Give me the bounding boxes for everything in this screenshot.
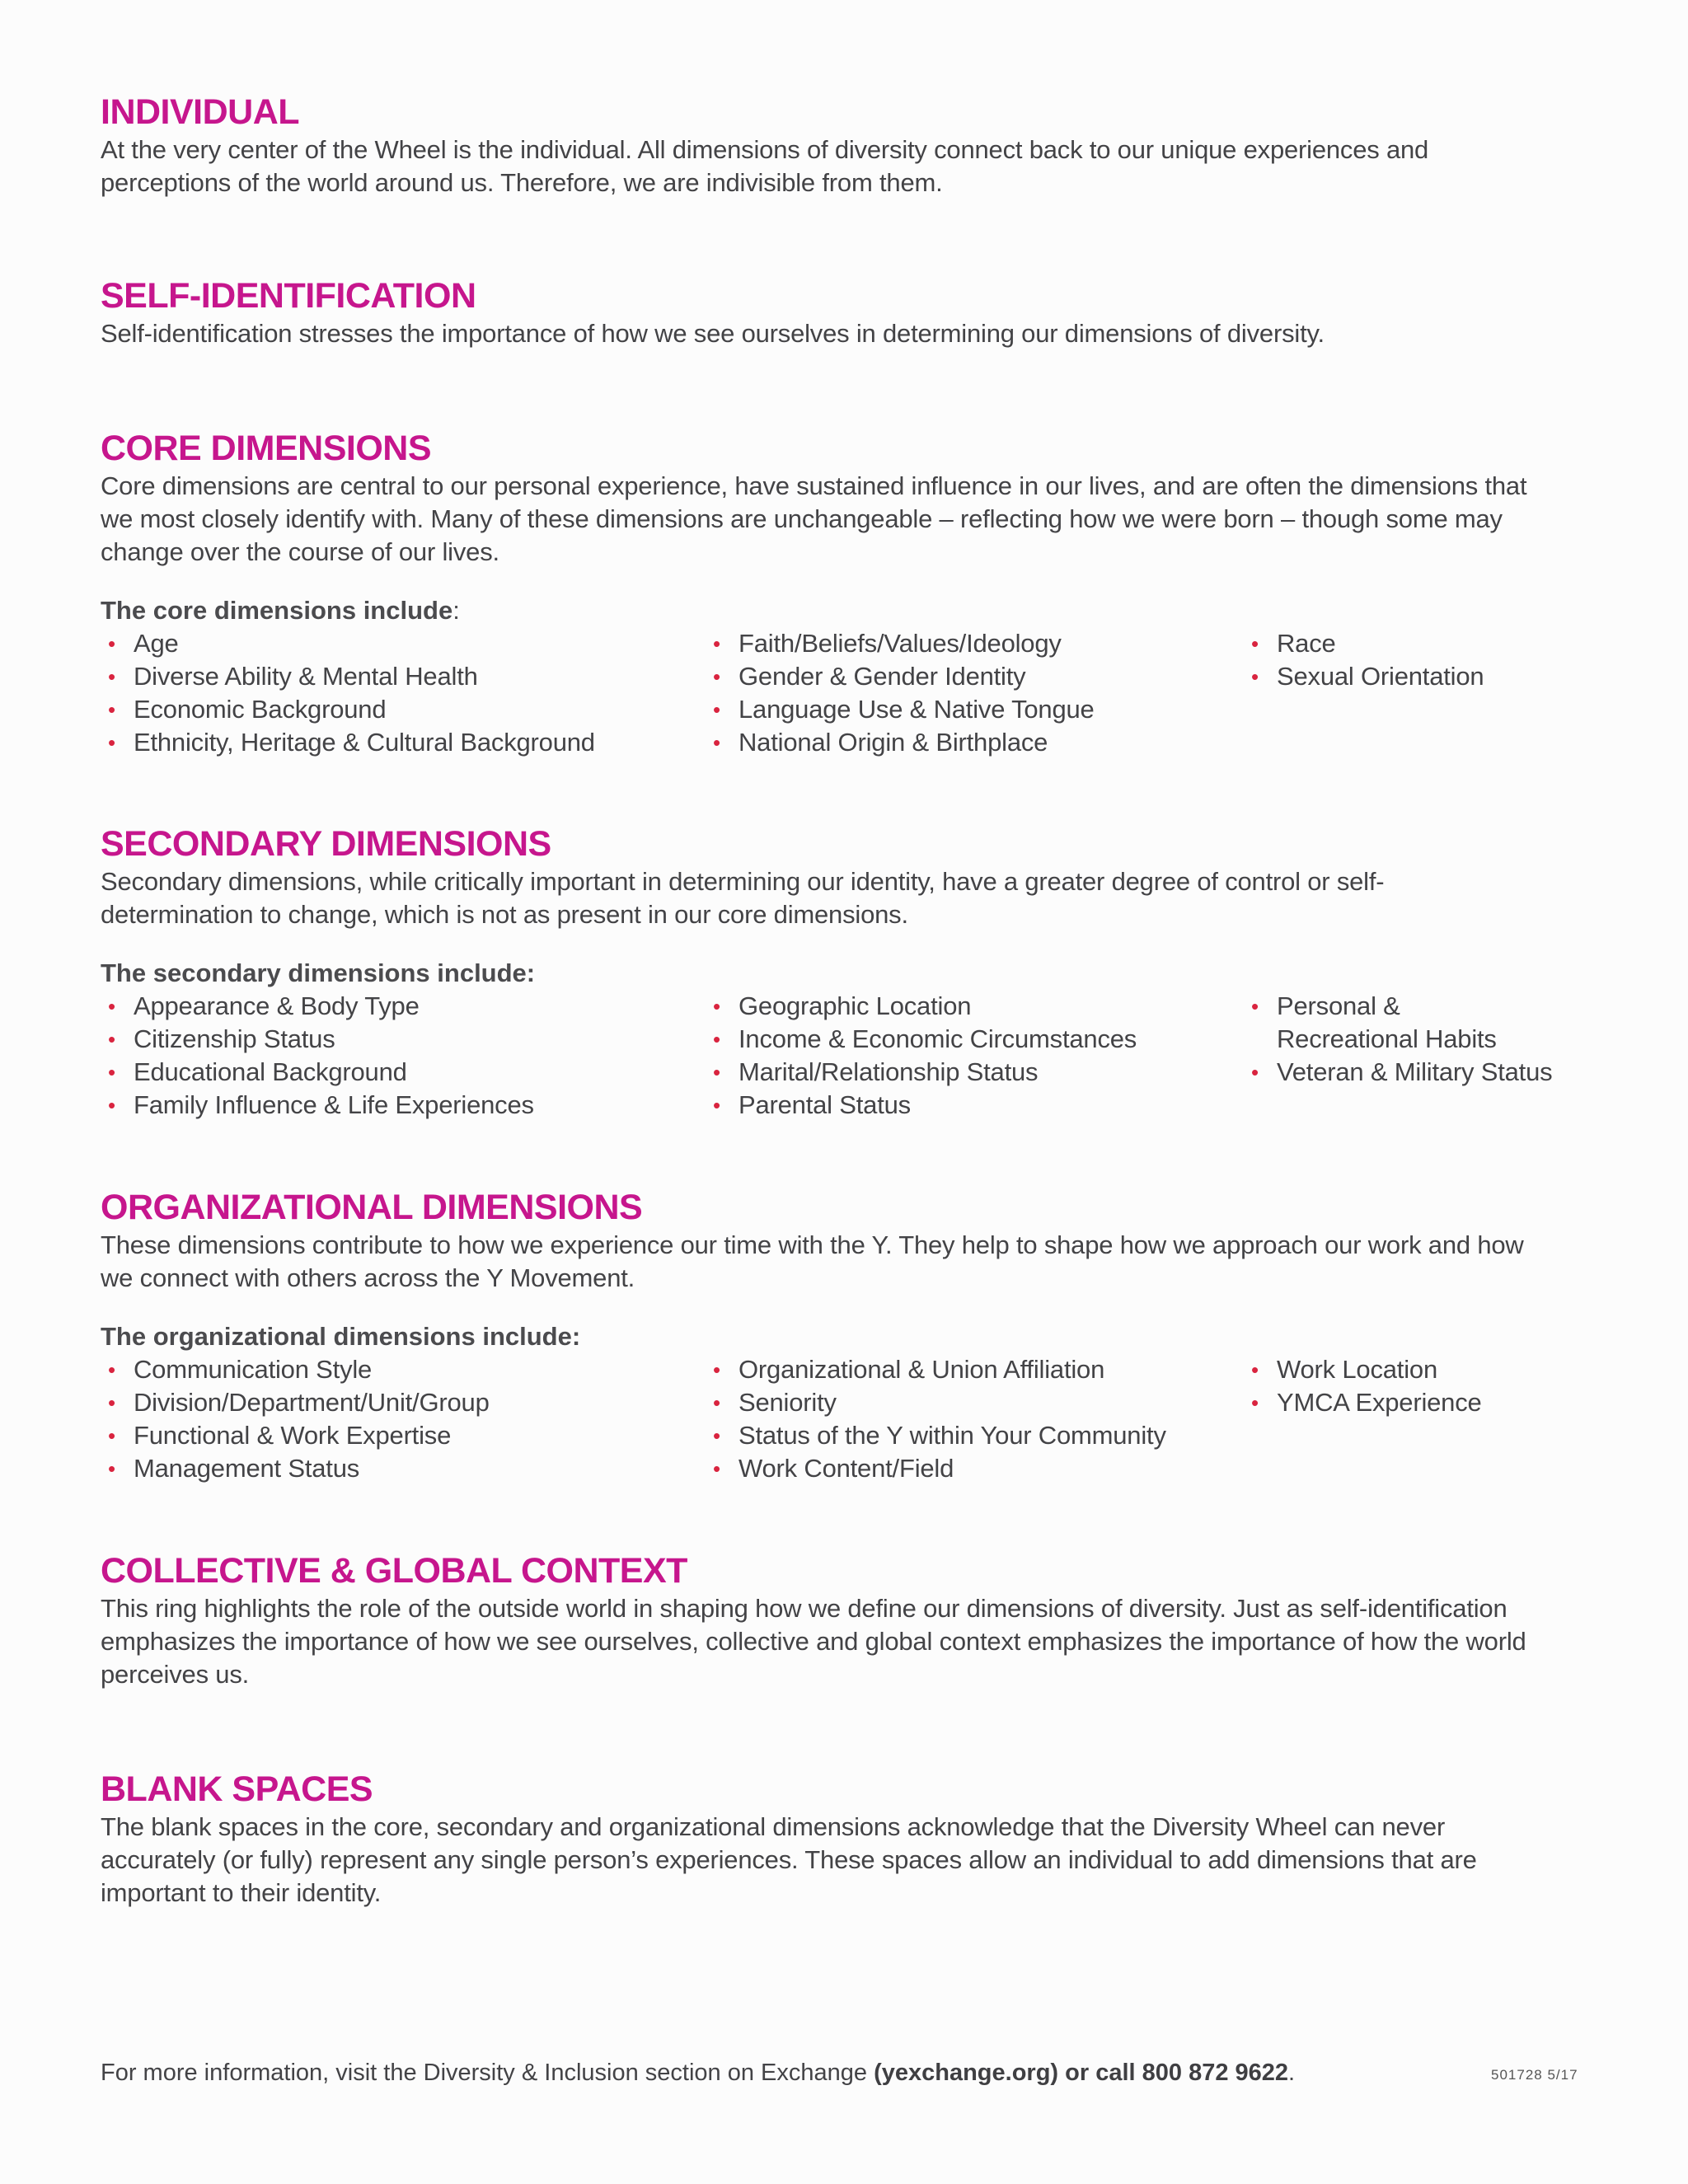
list-heading-text: The organizational dimensions include: <box>101 1322 581 1351</box>
list-item-label: Gender & Gender Identity <box>738 662 1026 691</box>
section-blank-spaces <box>101 1768 1584 1910</box>
list-item <box>706 627 1095 660</box>
bullet-icon: • <box>108 631 115 656</box>
list-item <box>101 1023 534 1056</box>
bullet-icon: • <box>713 1390 720 1415</box>
list-item-label: Functional & Work Expertise <box>134 1421 452 1450</box>
bullet-icon: • <box>108 1357 115 1382</box>
bullet-icon: • <box>108 1456 115 1481</box>
list-item <box>1244 660 1484 693</box>
list-item-label: Marital/Relationship Status <box>738 1057 1039 1086</box>
list-item <box>101 726 595 759</box>
list-item <box>101 627 595 660</box>
section-description <box>101 1592 1584 1691</box>
section-organizational-dimensions <box>101 1186 1584 1499</box>
list-heading <box>101 594 460 627</box>
section-heading: BLANK SPACES <box>101 1769 373 1809</box>
list-item-label: Sexual Orientation <box>1277 662 1484 691</box>
list-item-label: Work Location <box>1277 1355 1437 1384</box>
core-list-column-1 <box>101 627 595 759</box>
section-heading: SECONDARY DIMENSIONS <box>101 824 551 864</box>
list-item <box>706 693 1095 726</box>
bullet-icon: • <box>108 1423 115 1448</box>
organizational-list-column-2 <box>706 1353 1166 1485</box>
description-line: accurately (or fully) represent any single person’s experiences. These spaces allow an individual to add dimensions that are <box>101 1845 1477 1874</box>
list-item <box>101 1089 534 1122</box>
description-line: emphasizes the importance of how we see ourselves, collective and global context emphasizes the importance of how the world <box>101 1627 1526 1656</box>
list-item <box>1244 990 1552 1056</box>
bullet-icon: • <box>1251 1357 1259 1382</box>
section-heading: INDIVIDUAL <box>101 92 300 132</box>
section-description <box>101 1229 1584 1295</box>
section-description <box>101 317 1584 350</box>
list-item <box>1244 1056 1552 1089</box>
description-line: we connect with others across the Y Movement. <box>101 1263 635 1292</box>
secondary-list-column-3 <box>1244 990 1552 1089</box>
section-collective-global-context <box>101 1549 1584 1691</box>
section-secondary-dimensions <box>101 823 1584 1136</box>
list-item-label: Organizational & Union Affiliation <box>738 1355 1105 1384</box>
description-line: important to their identity. <box>101 1878 382 1907</box>
list-heading <box>101 1320 580 1353</box>
list-item-label: Management Status <box>134 1454 360 1483</box>
list-item-label: Family Influence & Life Experiences <box>134 1090 534 1119</box>
bullet-icon: • <box>108 1060 115 1085</box>
description-line: determination to change, which is not as present in our core dimensions. <box>101 900 908 929</box>
bullet-icon: • <box>1251 1060 1259 1085</box>
footer-period: . <box>1288 2060 1296 2086</box>
section-individual <box>101 91 1584 199</box>
list-heading-colon: : <box>452 596 460 625</box>
bullet-icon: • <box>713 1423 720 1448</box>
list-item-label: Faith/Beliefs/Values/Ideology <box>738 629 1062 658</box>
bullet-icon: • <box>108 730 115 755</box>
list-heading-text: The secondary dimensions include: <box>101 958 536 987</box>
description-line: Core dimensions are central to our personal experience, have sustained influence in our lives, and are often the dimensions that <box>101 471 1527 500</box>
list-heading <box>101 957 535 990</box>
list-item-label: Status of the Y within Your Community <box>738 1421 1166 1450</box>
bullet-icon: • <box>1251 631 1259 656</box>
list-item <box>706 1089 1137 1122</box>
list-item-label: Geographic Location <box>738 991 972 1020</box>
core-list-column-3 <box>1244 627 1484 693</box>
description-line: Self-identification stresses the importance of how we see ourselves in determining our dimensions of diversity. <box>101 319 1325 348</box>
bullet-icon: • <box>108 1093 115 1118</box>
description-line: The blank spaces in the core, secondary and organizational dimensions acknowledge that the Diversity Wheel can never <box>101 1812 1446 1841</box>
list-item <box>706 660 1095 693</box>
list-item-label: Language Use & Native Tongue <box>738 695 1095 724</box>
list-item <box>706 726 1095 759</box>
description-line: we most closely identify with. Many of these dimensions are unchangeable – reflecting how we were born – though some may <box>101 504 1503 533</box>
list-item-label: YMCA Experience <box>1277 1388 1482 1417</box>
list-item <box>1244 627 1484 660</box>
bullet-icon: • <box>108 1390 115 1415</box>
list-item-label-continued: Recreational Habits <box>1277 1024 1497 1053</box>
bullet-icon: • <box>713 1060 720 1085</box>
list-item <box>101 1419 490 1452</box>
section-heading: COLLECTIVE & GLOBAL CONTEXT <box>101 1551 687 1591</box>
description-line: At the very center of the Wheel is the individual. All dimensions of diversity connect back to our unique experiences and <box>101 135 1429 164</box>
section-core-dimensions <box>101 427 1584 773</box>
section-heading: CORE DIMENSIONS <box>101 429 432 468</box>
list-item-label: Educational Background <box>134 1057 407 1086</box>
list-heading-text: The core dimensions include <box>101 596 453 625</box>
bullet-icon: • <box>108 664 115 689</box>
list-item <box>101 1386 490 1419</box>
list-item-label: Parental Status <box>738 1090 911 1119</box>
list-item <box>706 1023 1137 1056</box>
list-item-label: Race <box>1277 629 1336 658</box>
organizational-list-column-3 <box>1244 1353 1482 1419</box>
core-list-column-2 <box>706 627 1095 759</box>
list-item-label: Ethnicity, Heritage & Cultural Background <box>134 728 595 757</box>
footer-text: For more information, visit the Diversity & Inclusion section on Exchange <box>101 2060 874 2086</box>
bullet-icon: • <box>713 1027 720 1052</box>
bullet-icon: • <box>1251 1390 1259 1415</box>
section-heading: SELF-IDENTIFICATION <box>101 276 476 316</box>
bullet-icon: • <box>1251 664 1259 689</box>
list-item <box>101 990 534 1023</box>
bullet-icon: • <box>108 697 115 722</box>
section-heading: ORGANIZATIONAL DIMENSIONS <box>101 1188 643 1227</box>
list-item-label: Division/Department/Unit/Group <box>134 1388 490 1417</box>
description-line: change over the course of our lives. <box>101 537 499 566</box>
list-item <box>101 693 595 726</box>
bullet-icon: • <box>713 697 720 722</box>
bullet-icon: • <box>108 1027 115 1052</box>
bullet-icon: • <box>1251 994 1259 1019</box>
bullet-icon: • <box>713 1456 720 1481</box>
description-line: perceives us. <box>101 1660 250 1689</box>
bullet-icon: • <box>713 994 720 1019</box>
list-item-label: Veteran & Military Status <box>1277 1057 1553 1086</box>
list-item <box>706 1056 1137 1089</box>
description-line: This ring highlights the role of the outside world in shaping how we define our dimensions of diversity. Just as self-identification <box>101 1594 1507 1623</box>
footer-info <box>101 2056 1295 2089</box>
section-description <box>101 134 1584 199</box>
list-item <box>101 1353 490 1386</box>
bullet-icon: • <box>713 664 720 689</box>
bullet-icon: • <box>108 994 115 1019</box>
list-item-label: Income & Economic Circumstances <box>738 1024 1137 1053</box>
section-description <box>101 1811 1584 1910</box>
bullet-icon: • <box>713 1357 720 1382</box>
footer-contact-link[interactable]: (yexchange.org) or call 800 872 9622 <box>874 2060 1289 2086</box>
section-description <box>101 470 1584 569</box>
list-item <box>101 1056 534 1089</box>
list-item <box>706 1419 1166 1452</box>
list-item-label: Citizenship Status <box>134 1024 335 1053</box>
list-item-label: Appearance & Body Type <box>134 991 420 1020</box>
list-item <box>706 1386 1166 1419</box>
list-item <box>706 1353 1166 1386</box>
list-item <box>1244 1353 1482 1386</box>
list-item-label: Communication Style <box>134 1355 373 1384</box>
list-item <box>101 660 595 693</box>
secondary-list-column-2 <box>706 990 1137 1122</box>
description-line: Secondary dimensions, while critically important in determining our identity, have a greater degree of control or self- <box>101 867 1385 896</box>
list-item-label: Economic Background <box>134 695 387 724</box>
list-item <box>1244 1386 1482 1419</box>
list-item-label: Seniority <box>738 1388 837 1417</box>
bullet-icon: • <box>713 730 720 755</box>
section-self-identification <box>101 274 1584 350</box>
list-item-label: Diverse Ability & Mental Health <box>134 662 478 691</box>
list-item <box>706 990 1137 1023</box>
list-item-label: National Origin & Birthplace <box>738 728 1048 757</box>
list-item-label: Personal & <box>1277 991 1400 1020</box>
description-line: These dimensions contribute to how we experience our time with the Y. They help to shape how we approach our work and how <box>101 1230 1524 1259</box>
list-item <box>706 1452 1166 1485</box>
description-line: perceptions of the world around us. Therefore, we are indivisible from them. <box>101 168 943 197</box>
list-item-label: Work Content/Field <box>738 1454 954 1483</box>
section-description <box>101 865 1584 931</box>
organizational-list-column-1 <box>101 1353 490 1485</box>
document-code: 501728 5/17 <box>1491 2067 1578 2083</box>
bullet-icon: • <box>713 631 720 656</box>
list-item <box>101 1452 490 1485</box>
list-item-label: Age <box>134 629 179 658</box>
secondary-list-column-1 <box>101 990 534 1122</box>
bullet-icon: • <box>713 1093 720 1118</box>
